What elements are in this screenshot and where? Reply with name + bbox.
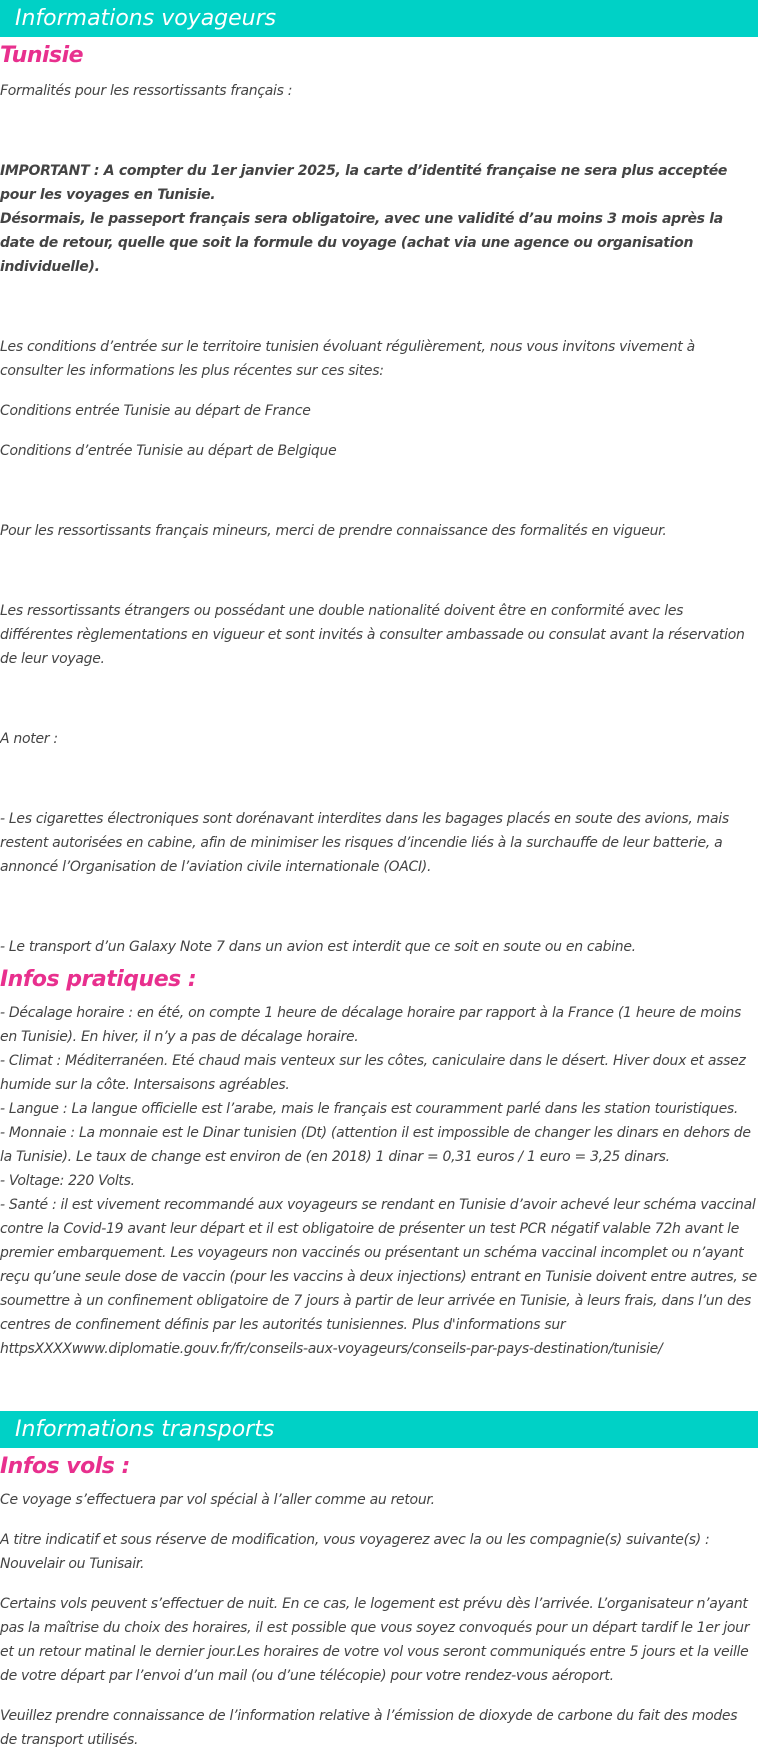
monnaie-text: - Monnaie : La monnaie est le Dinar tunisien (Dt) (attention il est impossible de changer les dinars en dehors de la Tunisie). Le taux de change est environ de (en 2018) 1 dinar = 0,31 euros / 1 euro = 3,25 dinars. bbox=[0, 1125, 751, 1165]
important-notice-1: IMPORTANT : A compter du 1er janvier 2025, la carte d’identité française ne sera plus acceptée pour les voyages en Tunisie. bbox=[0, 163, 728, 203]
important-notice-2: Désormais, le passeport français sera obligatoire, avec une validité d’au moins 3 mois après la date de retour, quelle que soit la formule du voyage (achat via une agence ou organisation individuelle). bbox=[0, 211, 723, 275]
infos-pratiques-title: Infos pratiques : bbox=[0, 967, 197, 992]
compagnies-text: A titre indicatif et sous réserve de modification, vous voyagerez avec la ou les compagnie(s) suivante(s) : Nouvelair ou Tunisair. bbox=[0, 1532, 710, 1572]
link-conditions-france[interactable]: Conditions entrée Tunisie au départ de France bbox=[0, 403, 311, 419]
section-header-voyageurs: Informations voyageurs bbox=[0, 0, 758, 37]
voltage-text: - Voltage: 220 Volts. bbox=[0, 1173, 135, 1189]
link-conditions-belgique[interactable]: Conditions d’entrée Tunisie au départ de Belgique bbox=[0, 443, 337, 459]
co2-text: Veuillez prendre connaissance de l’information relative à l’émission de dioxyde de carbone du fait des modes de transport utilisés. bbox=[0, 1708, 738, 1748]
vols-nuit-text: Certains vols peuvent s’effectuer de nuit. En ce cas, le logement est prévu dès l’arrivée. L’organisateur n’ayant pas la maîtrise du choix des horaires, il est possible que vous soyez convoqués pour un départ tardif le 1er jour et un retour matinal le dernier jour.Les horaires de votre vol vous seront communiqués entre 5 jours et la veille de votre départ par l’envoi d’un mail (ou d’une télécopie) pour votre rendez-vous aéroport. bbox=[0, 1596, 750, 1684]
decalage-text: - Décalage horaire : en été, on compte 1 heure de décalage horaire par rapport à la France (1 heure de moins en Tunisie). En hiver, il n’y a pas de décalage horaire. bbox=[0, 1005, 742, 1045]
mineurs-text: Pour les ressortissants français mineurs, merci de prendre connaissance des formalités en vigueur. bbox=[0, 523, 667, 539]
infos-vols-title: Infos vols : bbox=[0, 1454, 130, 1479]
conditions-intro: Les conditions d’entrée sur le territoire tunisien évoluant régulièrement, nous vous invitons vivement à consulter les informations les plus récentes sur ces sites: bbox=[0, 339, 695, 379]
sante-text: - Santé : il est vivement recommandé aux voyageurs se rendant en Tunisie d’avoir achevé leur schéma vaccinal contre la Covid-19 avant leur départ et il est obligatoire de présenter un test PCR négatif valable 72h avant le premier embarquement. Les voyageurs non vaccinés ou présentant un schéma vaccinal incomplet ou n’ayant reçu qu’une seule dose de vaccin (pour les vaccins à deux injections) entrant en Tunisie doivent entre autres, se soumettre à un confinement obligatoire de 7 jours à partir de leur arrivée en Tunisie, à leurs frais, dans l’un des centres de confinement définis par les autorités tunisiennes. Plus d'informations sur httpsXXXXwww.diplomatie.gouv.fr/fr/conseils-aux-voyageurs/conseils-par-pays-destination/tunisie/ bbox=[0, 1197, 757, 1357]
country-title: Tunisie bbox=[0, 43, 84, 68]
langue-text: - Langue : La langue officielle est l’arabe, mais le français est couramment parlé dans les station touristiques. bbox=[0, 1101, 739, 1117]
etrangers-text: Les ressortissants étrangers ou possédant une double nationalité doivent être en conformité avec les différentes règlementations en vigueur et sont invités à consulter ambassade ou consulat avant la réservation de leur voyage. bbox=[0, 603, 745, 667]
vol-special-text: Ce voyage s’effectuera par vol spécial à l’aller comme au retour. bbox=[0, 1492, 435, 1508]
cigarettes-text: - Les cigarettes électroniques sont dorénavant interdites dans les bagages placés en soute des avions, mais restent autorisées en cabine, afin de minimiser les risques d’incendie liés à la surchauffe de leur batterie, a annoncé l’Organisation de l’aviation civile internationale (OACI). bbox=[0, 811, 729, 875]
section-header-transports: Informations transports bbox=[0, 1411, 758, 1448]
galaxy-text: - Le transport d’un Galaxy Note 7 dans un avion est interdit que ce soit en soute ou en cabine. bbox=[0, 939, 636, 955]
a-noter-label: A noter : bbox=[0, 731, 58, 747]
formalites-intro: Formalités pour les ressortissants français : bbox=[0, 83, 293, 99]
climat-text: - Climat : Méditerranéen. Eté chaud mais venteux sur les côtes, caniculaire dans le désert. Hiver doux et assez humide sur la côte. Intersaisons agréables. bbox=[0, 1053, 746, 1093]
